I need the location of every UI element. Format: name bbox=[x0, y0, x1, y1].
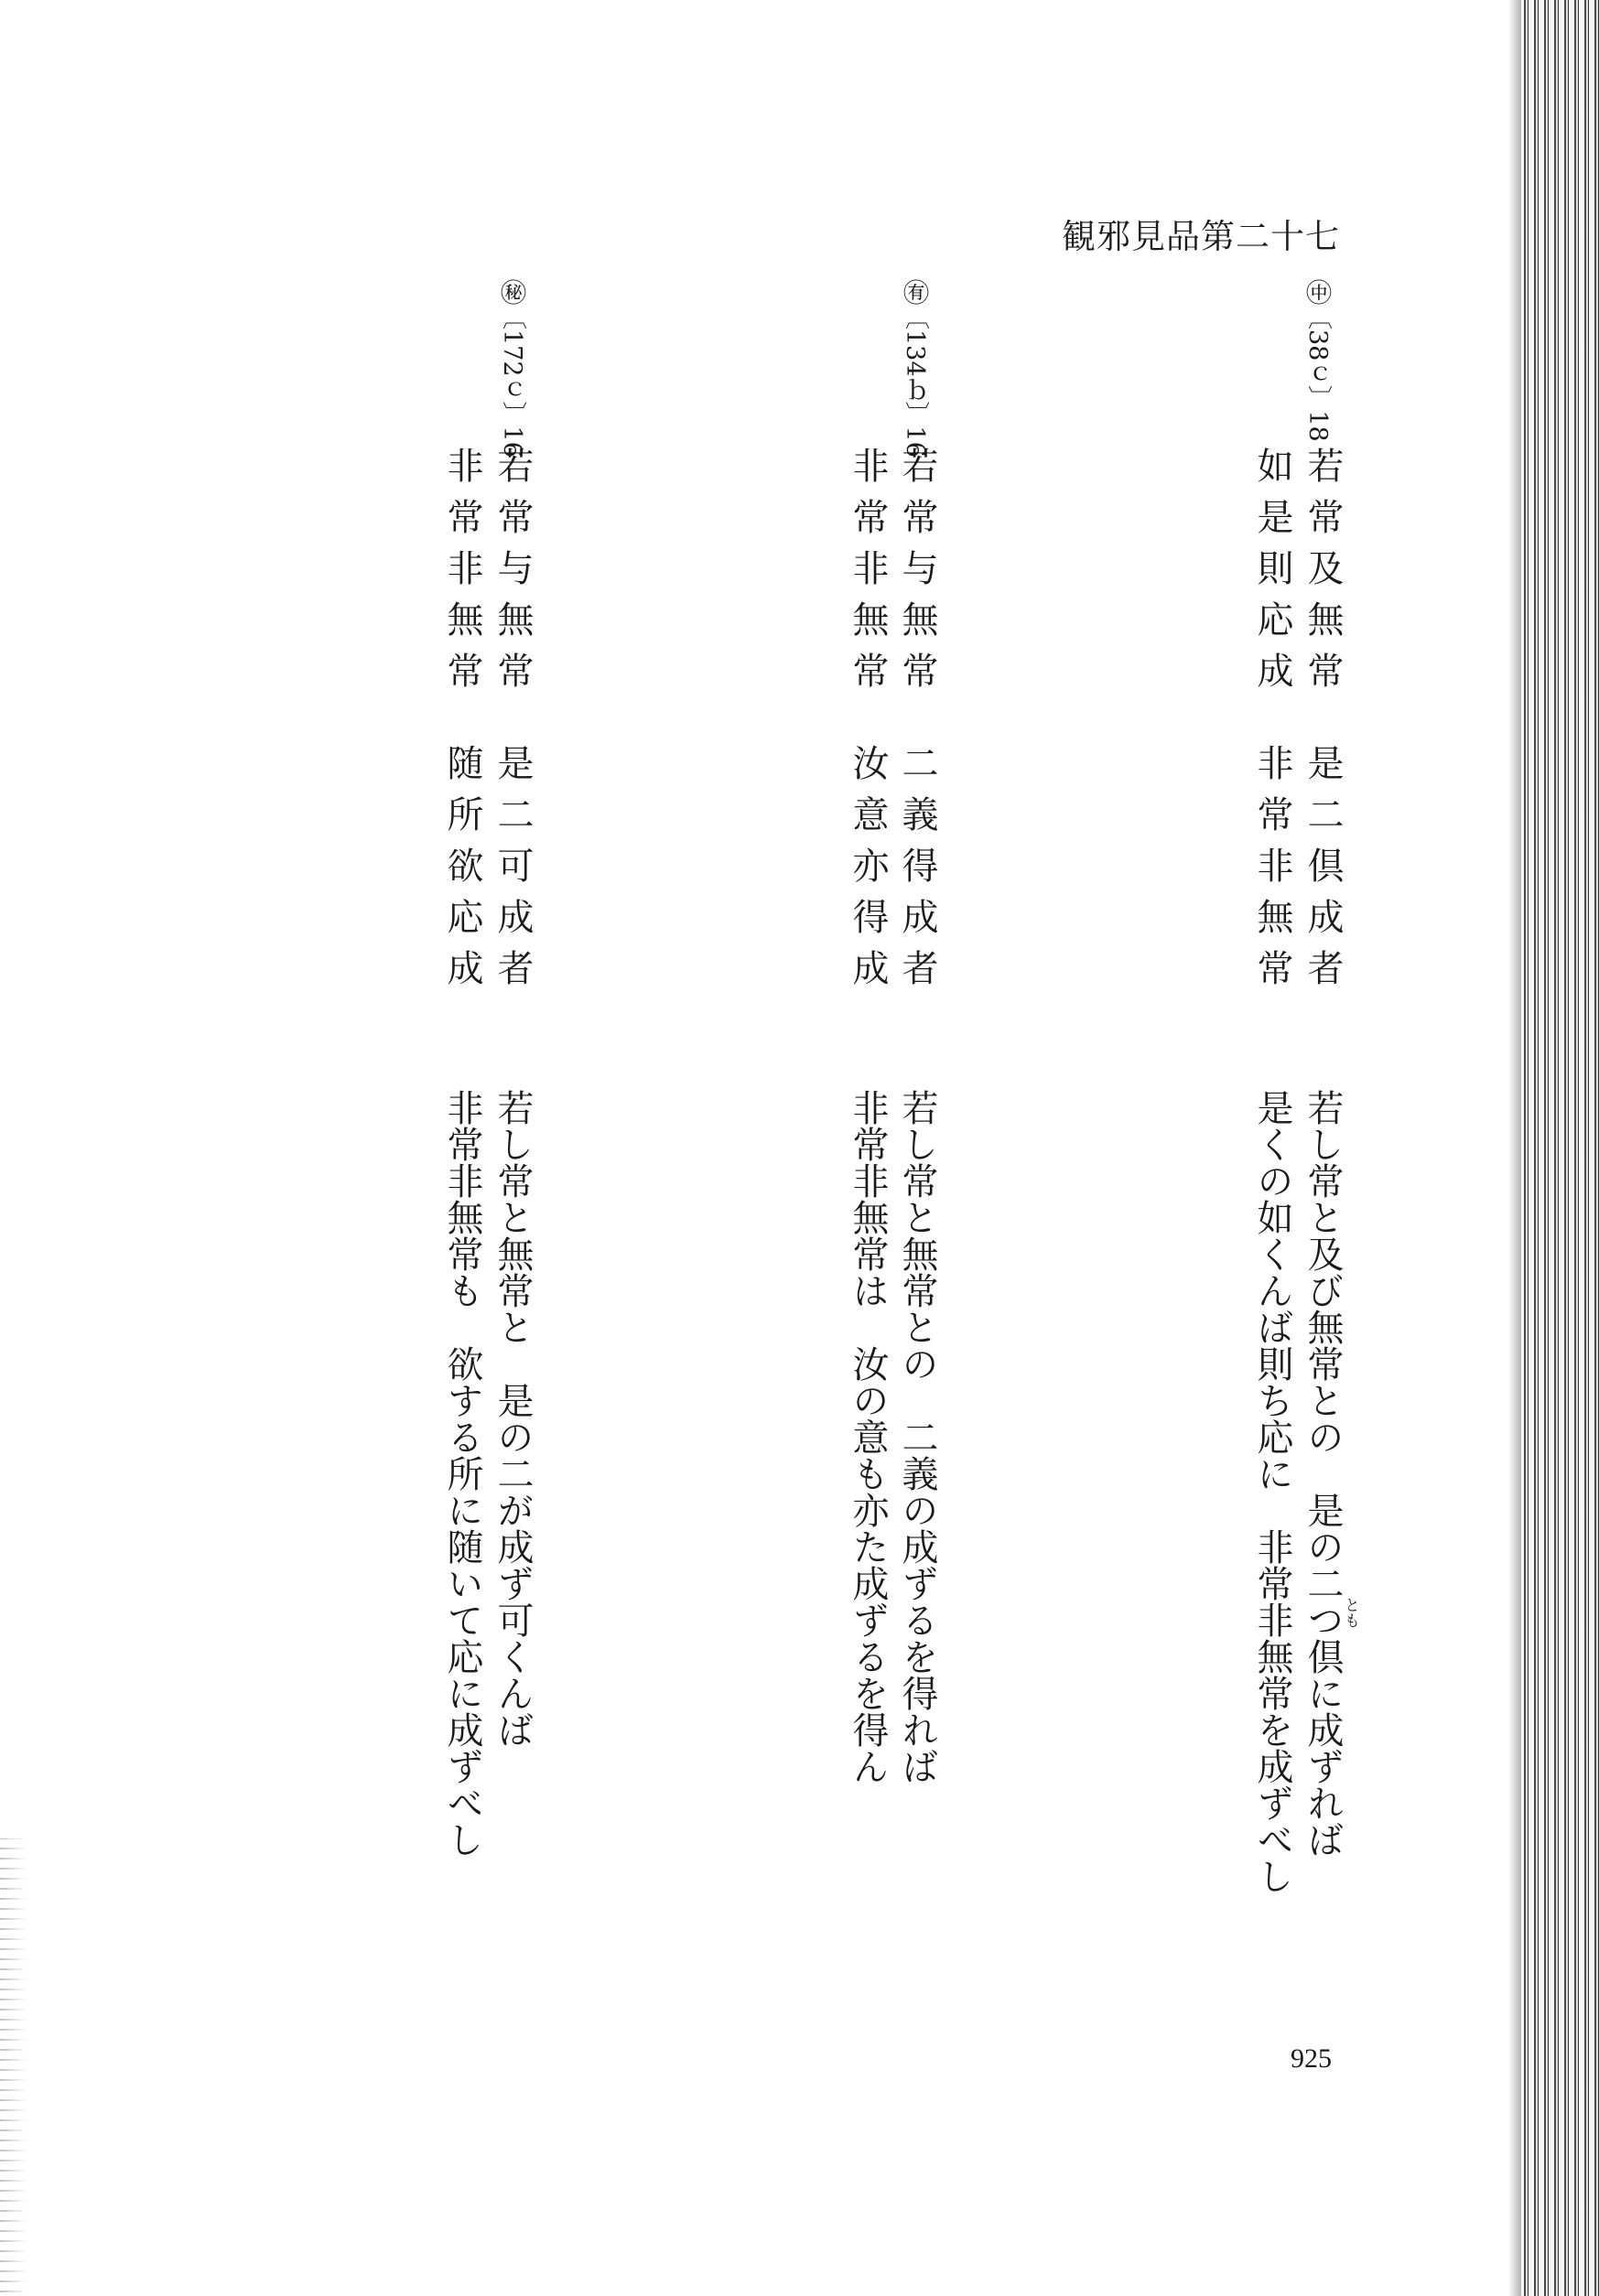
reading-3-line-2: 非常非無常も 欲する所に随いて応に成ずべし bbox=[441, 1089, 483, 1858]
source-code-1: 〔38ｃ〕18 bbox=[1303, 305, 1332, 442]
page-number: 925 bbox=[1291, 2043, 1332, 2074]
source-code-2: 〔134ｂ〕16 bbox=[901, 305, 929, 458]
source-reference-3 bbox=[497, 279, 527, 458]
verse-3-line-1: 若常与無常 bbox=[492, 447, 534, 703]
verse-1-line-1: 若常及無常 bbox=[1302, 447, 1344, 703]
source-mark-2: ㊒ bbox=[900, 279, 930, 305]
reading-2-line-2: 非常非無常は 汝の意も亦た成ずるを得ん bbox=[847, 1089, 889, 1784]
reading-3-line-1: 若し常と無常と 是の二が成ず可くんば bbox=[492, 1089, 534, 1748]
verse-2-line-4: 汝意亦得成 bbox=[847, 744, 889, 1000]
verse-3-line-3: 非常非無常 bbox=[441, 447, 483, 703]
page-stack-edge bbox=[1521, 0, 1599, 2296]
reading-1-line-1: 若し常と及び無常との 是の二つ倶に成ずれば bbox=[1302, 1089, 1344, 1858]
verse-3-line-2: 是二可成者 bbox=[492, 744, 534, 1000]
verse-1-line-2: 是二倶成者 bbox=[1302, 744, 1344, 1000]
scan-speckle bbox=[0, 1838, 27, 2296]
source-mark-1: ㊥ bbox=[1302, 279, 1333, 305]
verse-2-line-1: 若常与無常 bbox=[896, 447, 938, 703]
source-mark-3: ㊙ bbox=[497, 279, 527, 305]
page-binding-shadow bbox=[1508, 0, 1521, 2296]
verse-1-line-3: 如是則応成 bbox=[1251, 447, 1293, 703]
reading-2-line-1: 若し常と無常との 二義の成ずるを得れば bbox=[896, 1089, 938, 1784]
chapter-title: 観邪見品第二十七 bbox=[1062, 217, 1340, 256]
verse-2-line-3: 非常非無常 bbox=[847, 447, 889, 703]
source-reference-1 bbox=[1302, 279, 1333, 442]
verse-1-line-4: 非常非無常 bbox=[1251, 744, 1293, 1000]
verse-2-line-2: 二義得成者 bbox=[896, 744, 938, 1000]
furigana-tomo: とも bbox=[1341, 1597, 1359, 1628]
verse-3-line-4: 随所欲応成 bbox=[441, 744, 483, 1000]
source-reference-2 bbox=[900, 279, 930, 458]
source-code-3: 〔172ｃ〕16 bbox=[498, 305, 526, 458]
reading-1-line-2: 是くの如くんば則ち応に 非常非無常を成ずべし bbox=[1251, 1089, 1293, 1894]
